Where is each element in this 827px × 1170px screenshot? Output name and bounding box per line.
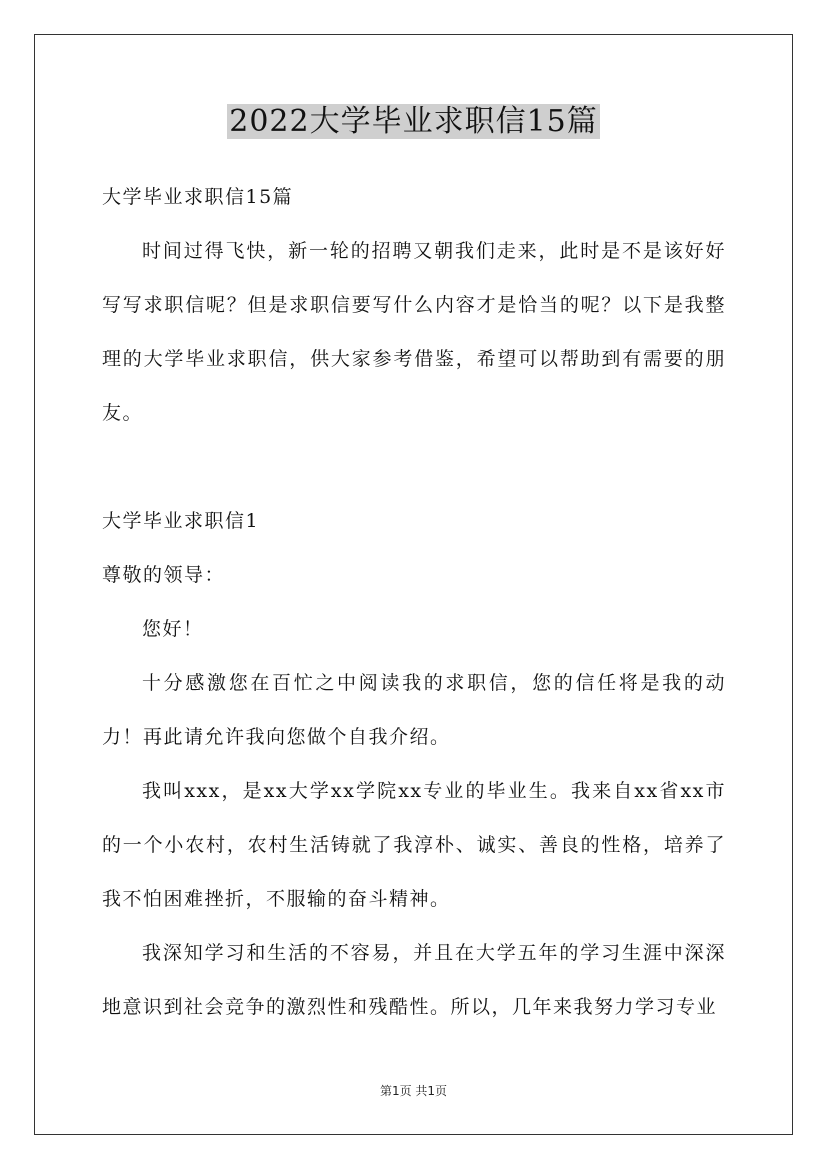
letter-heading: 大学毕业求职信1 <box>102 510 260 532</box>
intro-paragraph: 时间过得飞快，新一轮的招聘又朝我们走来，此时是不是该好好写写求职信呢？但是求职信要写什么内容才是恰当的呢？以下是我整理的大学毕业求职信，供大家参考借鉴，希望可以帮助到有需要的朋友。 <box>102 240 726 424</box>
page-number-footer: 第1页 共1页 <box>379 1084 448 1098</box>
document-title-text: 2022大学毕业求职信15篇 <box>229 104 598 139</box>
greeting: 您好！ <box>142 618 204 640</box>
document-body <box>102 170 726 1034</box>
document-title <box>0 102 827 142</box>
body-paragraph-introduction: 我叫xxx，是xx大学xx学院xx专业的毕业生。我来自xx省xx市的一个小农村，农村生活铸就了我淳朴、诚实、善良的性格，培养了我不怕困难挫折，不服输的奋斗精神。 <box>102 780 726 910</box>
body-paragraph-thanks: 十分感激您在百忙之中阅读我的求职信，您的信任将是我的动力！再此请允许我向您做个自我介绍。 <box>102 672 726 748</box>
document-subtitle: 大学毕业求职信15篇 <box>102 186 294 208</box>
paragraph-gap <box>102 440 726 494</box>
body-paragraph-study: 我深知学习和生活的不容易，并且在大学五年的学习生涯中深深地意识到社会竞争的激烈性和残酷性。所以，几年来我努力学习专业 <box>102 942 726 1018</box>
salutation: 尊敬的领导： <box>102 564 226 586</box>
